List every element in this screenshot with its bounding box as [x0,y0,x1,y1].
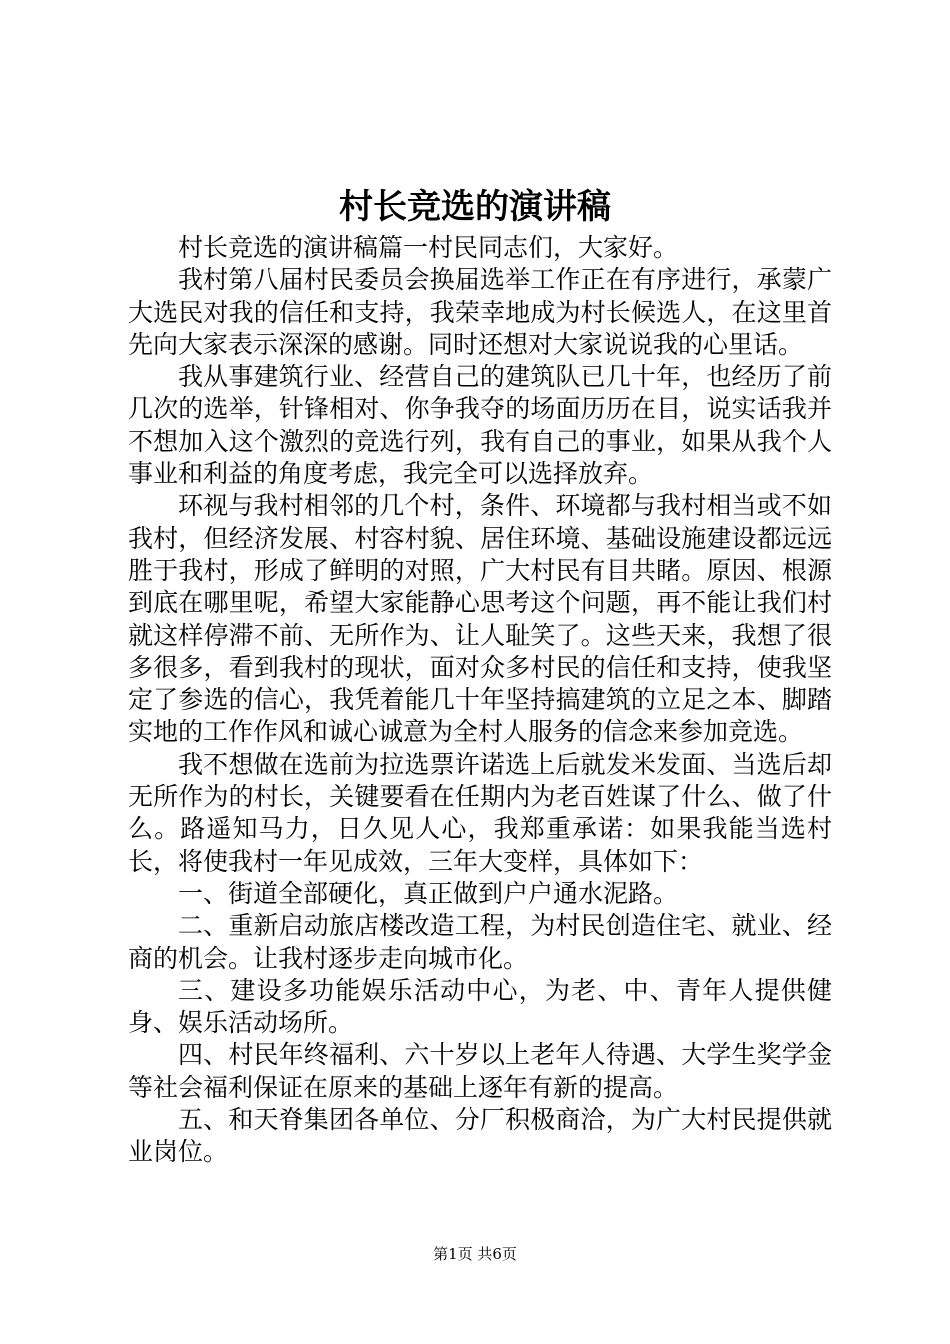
paragraph: 我不想做在选前为拉选票许诺选上后就发米发面、当选后却无所作为的村长，关键要看在任期内为老百姓谋了什么、做了什么。路遥知马力，日久见人心，我郑重承诺：如果我能当选村长，将使我村一年见成效，三年大变样，具体如下： [128,749,832,876]
list-item: 五、和天脊集团各单位、分厂积极商洽，为广大村民提供就业岗位。 [128,1105,832,1167]
list-item: 一、街道全部硬化，真正做到户户通水泥路。 [178,878,679,908]
page-number-footer: 第1页 共6页 [433,1245,517,1263]
list-item: 二、重新启动旅店楼改造工程，为村民创造住宅、就业、经商的机会。让我村逐步走向城市化。 [128,911,832,973]
document-body [128,232,832,1169]
list-item: 四、村民年终福利、六十岁以上老年人待遇、大学生奖学金等社会福利保证在原来的基础上逐年有新的提高。 [128,1040,832,1102]
list-item: 三、建设多功能娱乐活动中心，为老、中、青年人提供健身、娱乐活动场所。 [128,975,832,1038]
paragraph: 我从事建筑行业、经营自己的建筑队已几十年，也经历了前几次的选举，针锋相对、你争我夺的场面历历在目，说实话我并不想加入这个激烈的竞选行列，我有自己的事业，如果从我个人事业和利益的角度考虑，我完全可以选择放弃。 [128,362,832,489]
paragraph: 我村第八届村民委员会换届选举工作正在有序进行，承蒙广大选民对我的信任和支持，我荣幸地成为村长候选人，在这里首先向大家表示深深的感谢。同时还想对大家说说我的心里话。 [128,265,832,359]
paragraph: 村长竞选的演讲稿篇一村民同志们，大家好。 [178,233,679,262]
document-title: 村长竞选的演讲稿 [339,187,611,227]
paragraph: 环视与我村相邻的几个村，条件、环境都与我村相当或不如我村，但经济发展、村容村貌、居住环境、基础设施建设都远远胜于我村，形成了鲜明的对照，广大村民有目共睹。原因、根源到底在哪里呢，希望大家能静心思考这个问题，再不能让我们村就这样停滞不前、无所作为、让人耻笑了。这些天来，我想了很多很多，看到我村的现状，面对众多村民的信任和支持，使我坚定了参选的信心，我凭着能几十年坚持搞建筑的立足之本、脚踏实地的工作作风和诚心诚意为全村人服务的信念来参加竞选。 [128,491,832,747]
